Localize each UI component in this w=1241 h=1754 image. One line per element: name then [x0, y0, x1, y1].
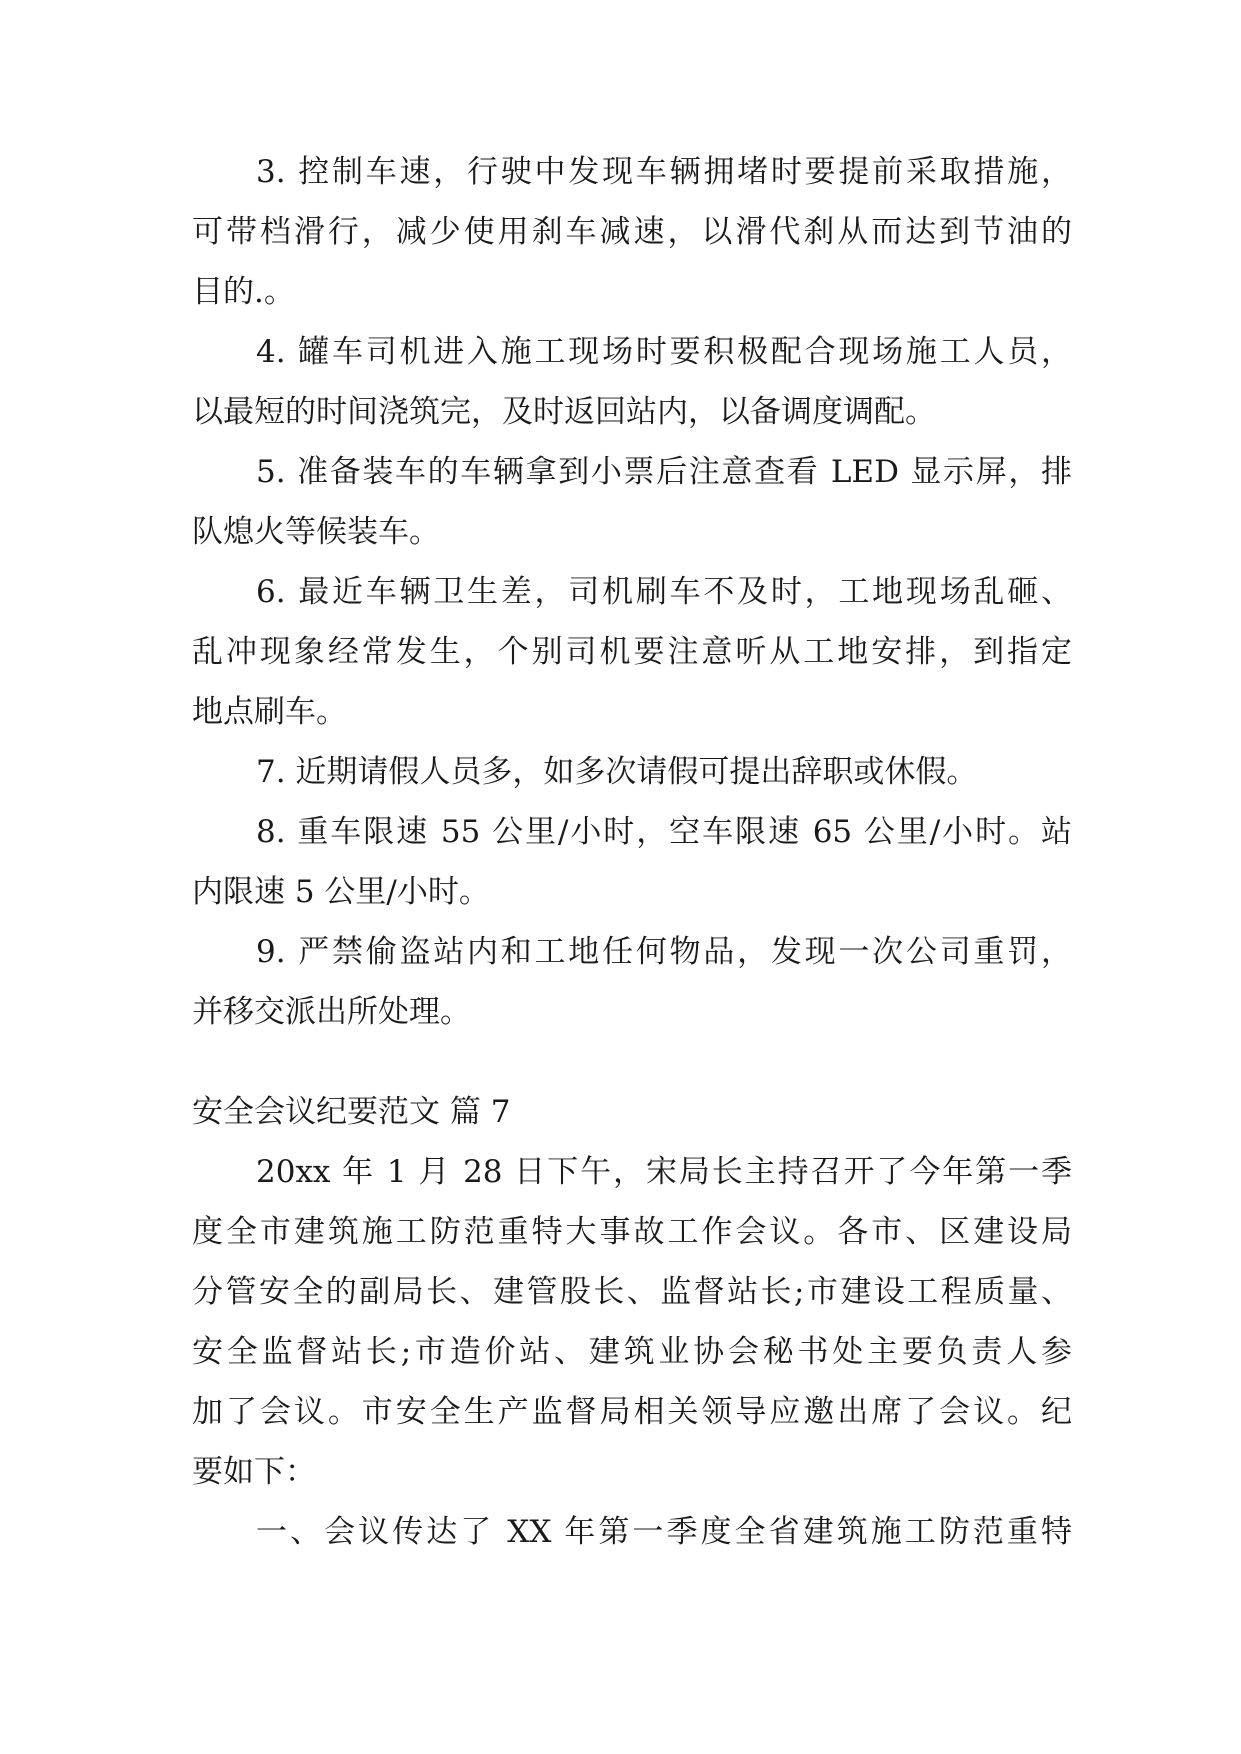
- paragraph-6-line-2: 乱冲现象经常发生，个别司机要注意听从工地安排，到指定: [192, 634, 1072, 670]
- minutes-paragraph-line-6: 要如下：: [192, 1454, 316, 1490]
- paragraph-5-line-1: 5. 准备装车的车辆拿到小票后注意查看 LED 显示屏，排: [256, 454, 1072, 490]
- paragraph-4-line-2: 以最短的时间浇筑完，及时返回站内，以备调度调配。: [192, 394, 936, 430]
- paragraph-8-line-1: 8. 重车限速 55 公里/小时，空车限速 65 公里/小时。站: [256, 814, 1072, 850]
- paragraph-6-line-3: 地点刷车。: [192, 694, 347, 730]
- paragraph-6-line-1: 6. 最近车辆卫生差，司机刷车不及时，工地现场乱砸、: [256, 574, 1072, 610]
- minutes-paragraph-line-1: 20xx 年 1 月 28 日下午，宋局长主持召开了今年第一季: [256, 1154, 1072, 1190]
- paragraph-3-line-3: 目的.。: [192, 274, 295, 310]
- paragraph-8-line-2: 内限速 5 公里/小时。: [192, 874, 490, 910]
- paragraph-4-line-1: 4. 罐车司机进入施工现场时要积极配合现场施工人员，: [256, 334, 1072, 370]
- minutes-paragraph-line-2: 度全市建筑施工防范重特大事故工作会议。各市、区建设局: [192, 1214, 1072, 1250]
- paragraph-3-line-2: 可带档滑行，减少使用刹车减速，以滑代刹从而达到节油的: [192, 214, 1072, 250]
- minutes-paragraph-line-5: 加了会议。市安全生产监督局相关领导应邀出席了会议。纪: [192, 1394, 1072, 1430]
- paragraph-3-line-1: 3. 控制车速，行驶中发现车辆拥堵时要提前采取措施，: [256, 154, 1072, 190]
- section-heading: 安全会议纪要范文 篇 7: [192, 1094, 511, 1130]
- minutes-paragraph-line-4: 安全监督站长;市造价站、建筑业协会秘书处主要负责人参: [192, 1334, 1072, 1370]
- paragraph-9-line-1: 9. 严禁偷盗站内和工地任何物品，发现一次公司重罚，: [256, 934, 1072, 970]
- paragraph-7-line-1: 7. 近期请假人员多，如多次请假可提出辞职或休假。: [256, 754, 978, 790]
- item-1-line-1: 一、会议传达了 XX 年第一季度全省建筑施工防范重特: [256, 1514, 1072, 1550]
- paragraph-5-line-2: 队熄火等候装车。: [192, 514, 440, 550]
- minutes-paragraph-line-3: 分管安全的副局长、建管股长、监督站长;市建设工程质量、: [192, 1274, 1072, 1310]
- paragraph-9-line-2: 并移交派出所处理。: [192, 994, 471, 1030]
